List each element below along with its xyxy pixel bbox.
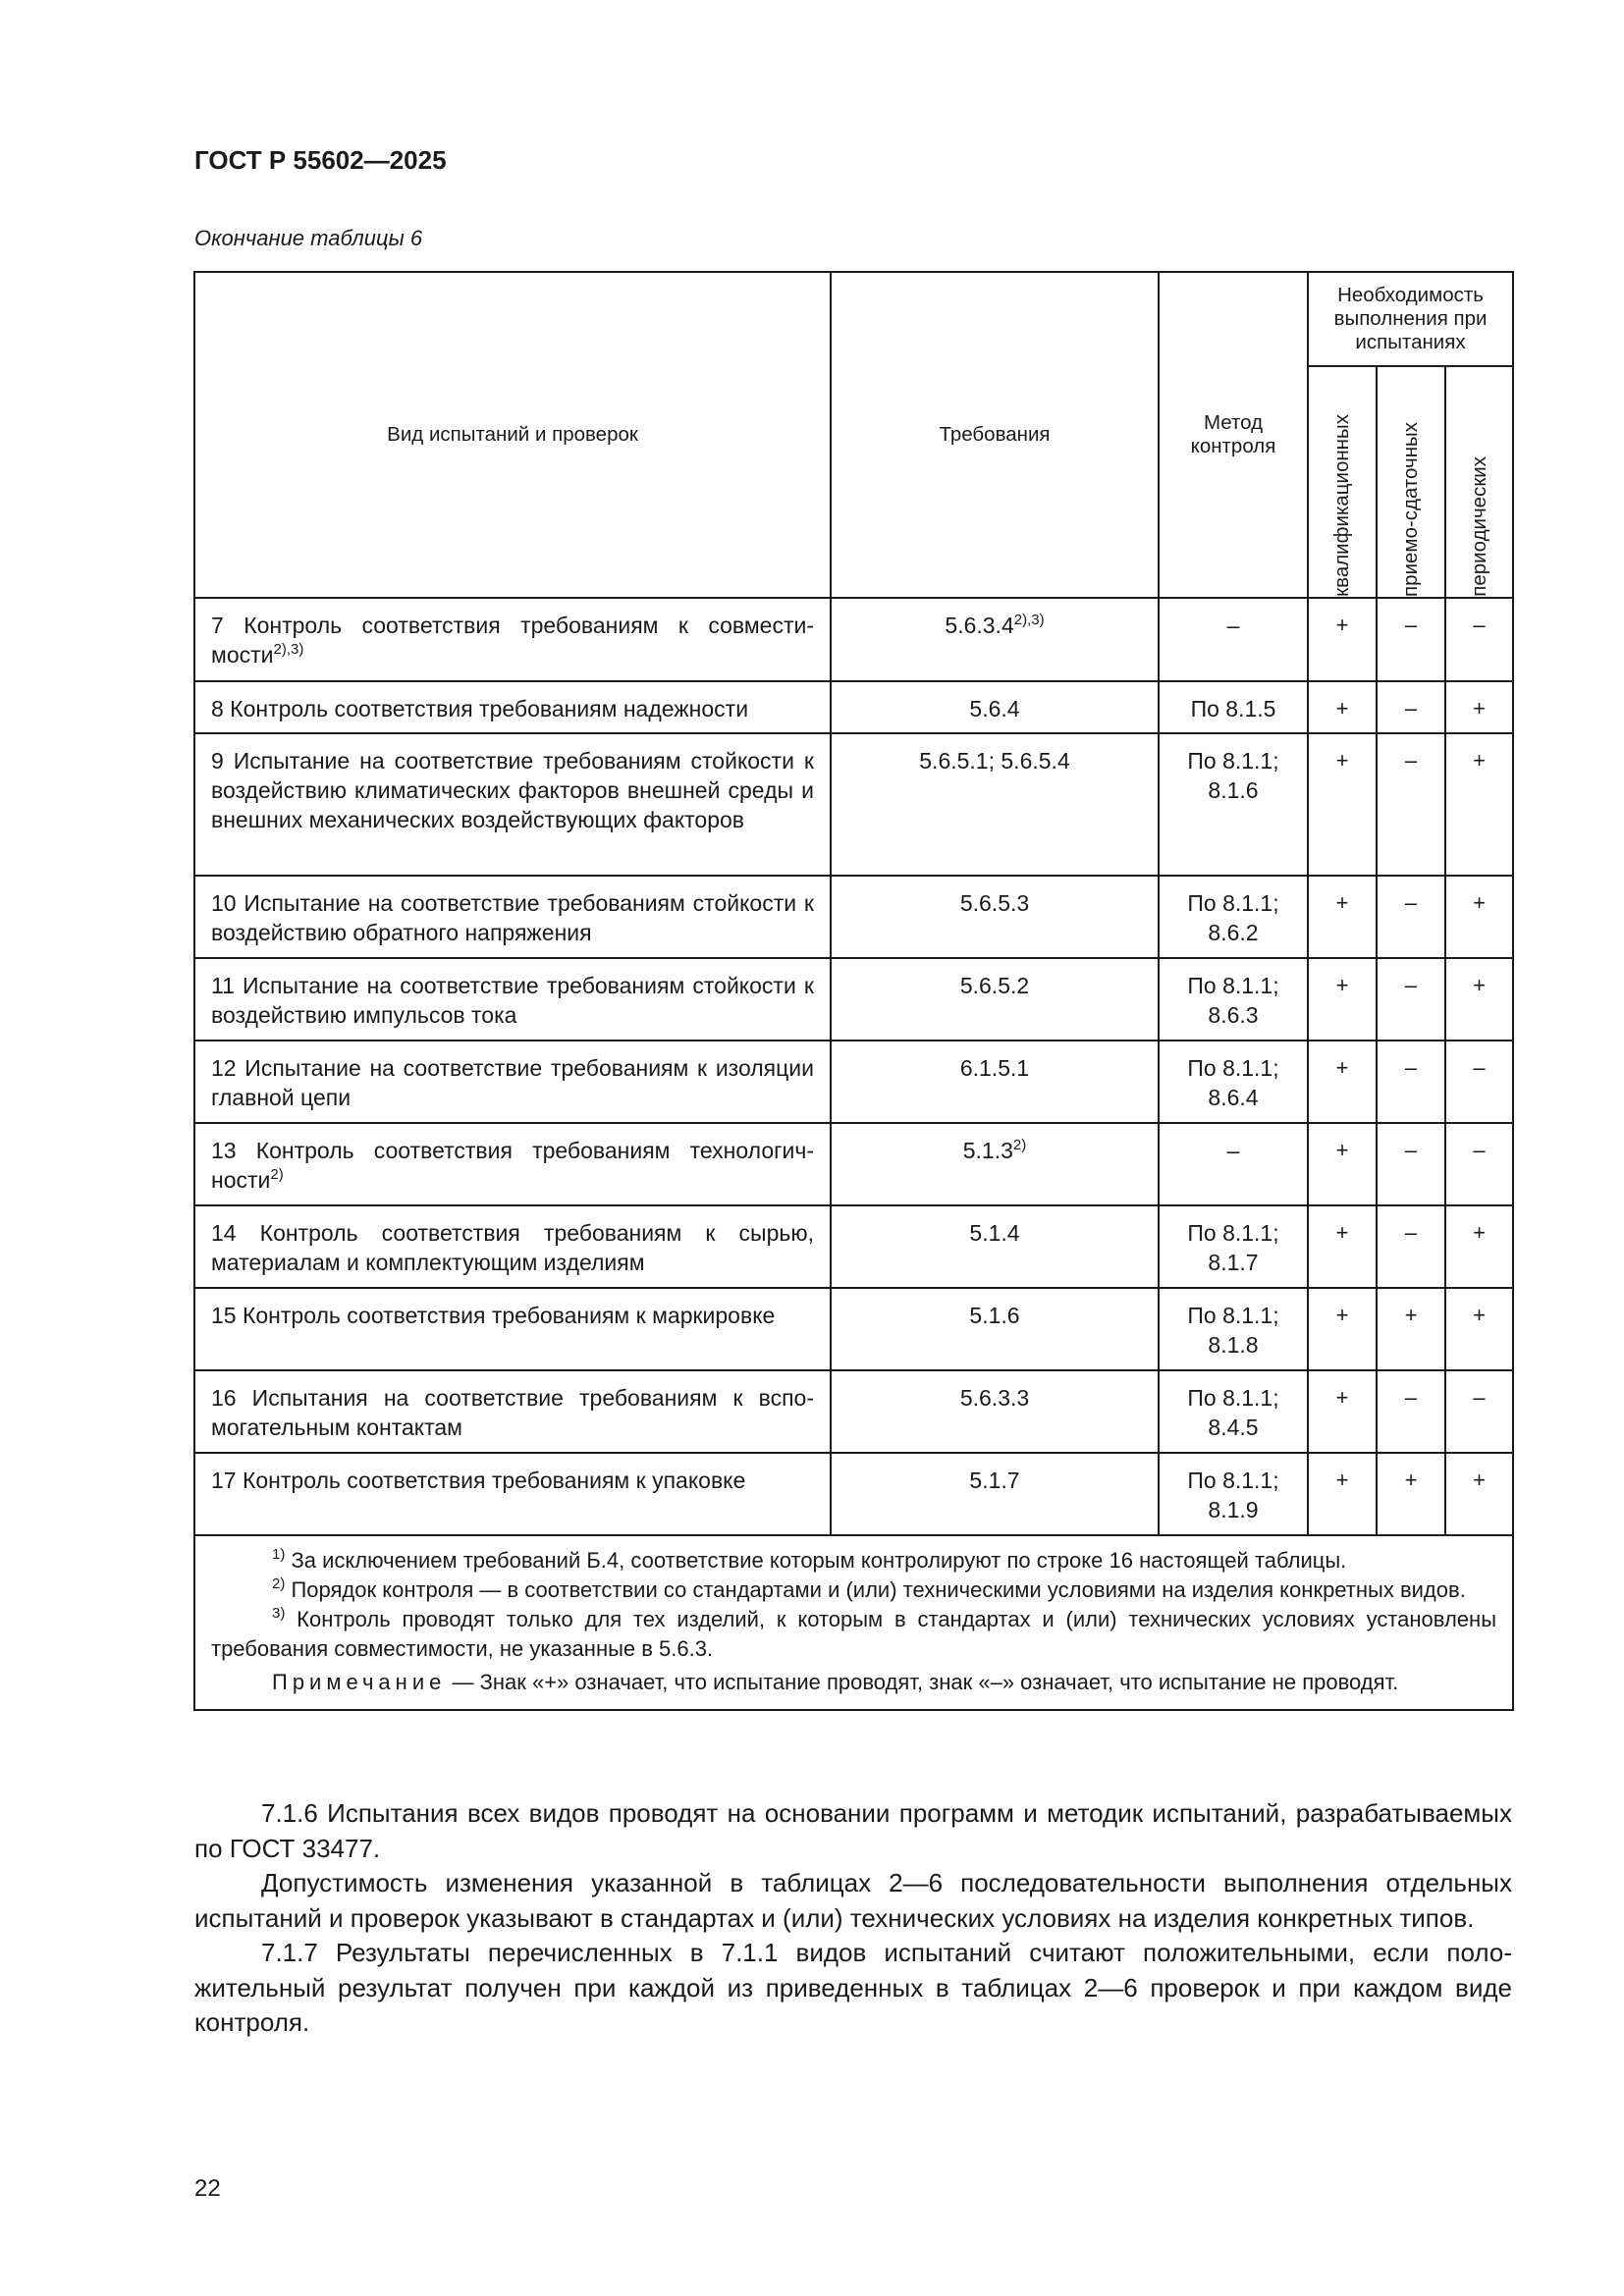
table-row [194, 733, 1513, 876]
test-name-cell: 9 Испытание на соответствие требованиям стойкости к воздействию климатических факторов внешней среды и внешних механических воздействующих факторов [194, 733, 831, 876]
method-cell: По 8.1.5 [1159, 681, 1308, 733]
col-header-method-text: Метод контроля [1190, 411, 1276, 457]
periodic-mark: – [1445, 1370, 1513, 1453]
col-header-qualification-text: квалификационных [1330, 414, 1353, 597]
periodic-mark: + [1445, 1288, 1513, 1370]
col-header-method [1159, 272, 1308, 598]
periodic-mark: + [1445, 876, 1513, 958]
acceptance-mark: – [1377, 598, 1445, 681]
qualification-mark: + [1308, 1288, 1377, 1370]
footnote-2: $^{2)}$ Порядок контроля — в соответствии со стандартами и (или) техническими условиями на изделия конкретных видов. [272, 1575, 1466, 1602]
method-cell: – [1159, 1123, 1308, 1205]
requirements-cell: 5.6.5.2 [831, 958, 1159, 1041]
method-cell: По 8.1.1; 8.1.8 [1159, 1288, 1308, 1370]
paragraph-7-1-7: 7.1.7 Результаты перечисленных в 7.1.1 видов испытаний считают положительными, если положительный результат получен при каждой из приведенных в таблицах 2—6 проверок и при каждом виде контроля. [194, 1938, 1512, 2037]
test-name-cell: 13 Контроль соответствия требованиям технологичности$^{2)}$ [194, 1123, 831, 1205]
test-name-cell: 12 Испытание на соответствие требованиям к изоляции главной цепи [194, 1041, 831, 1123]
method-cell: По 8.1.1; 8.1.6 [1159, 733, 1308, 876]
acceptance-mark: – [1377, 876, 1445, 958]
page-number: 22 [194, 2175, 221, 2202]
qualification-mark: + [1308, 1453, 1377, 1535]
table-row [194, 681, 1513, 733]
requirements-cell: 5.1.3$^{2)}$ [831, 1123, 1159, 1205]
method-cell: – [1159, 598, 1308, 681]
periodic-mark: + [1445, 681, 1513, 733]
requirements-cell: 5.6.3.3 [831, 1370, 1159, 1453]
col-header-necessity [1308, 272, 1513, 366]
table-row [194, 1041, 1513, 1123]
periodic-mark: – [1445, 598, 1513, 681]
test-name-cell: 14 Контроль соответствия требованиям к сырью, материалам и комплектующим изделиям [194, 1205, 831, 1288]
table-row [194, 1205, 1513, 1288]
acceptance-mark: – [1377, 733, 1445, 876]
periodic-mark: – [1445, 1123, 1513, 1205]
method-cell: По 8.1.1; 8.4.5 [1159, 1370, 1308, 1453]
footnote-3: $^{3)}$ Контроль проводят только для тех изделий, к которым в стандартах и (или) технических условиях установлены требования совместимости, не указанные в 5.6.3. [211, 1605, 1497, 1661]
table-row [194, 958, 1513, 1041]
qualification-mark: + [1308, 1123, 1377, 1205]
qualification-mark: + [1308, 733, 1377, 876]
qualification-mark: + [1308, 1041, 1377, 1123]
table-row [194, 1370, 1513, 1453]
table-row [194, 1288, 1513, 1370]
col-header-test-type: Вид испытаний и проверок [194, 272, 831, 598]
periodic-mark: + [1445, 1205, 1513, 1288]
method-cell: По 8.1.1; 8.1.9 [1159, 1453, 1308, 1535]
periodic-mark: + [1445, 1453, 1513, 1535]
test-name-cell: 11 Испытание на соответствие требованиям стойкости к воздействию импульсов тока [194, 958, 831, 1041]
requirements-cell: 5.6.5.1; 5.6.5.4 [831, 733, 1159, 876]
method-cell: По 8.1.1; 8.6.3 [1159, 958, 1308, 1041]
test-name-cell: 8 Контроль соответствия требованиям надежности [194, 681, 831, 733]
col-header-acceptance-text: приемо-сдаточных [1399, 422, 1422, 597]
col-header-qualification [1308, 366, 1377, 598]
paragraph-7-1-6: 7.1.6 Испытания всех видов проводят на основании программ и методик испытаний, разрабатываемых по ГОСТ 33477. [194, 1798, 1512, 1863]
qualification-mark: + [1308, 598, 1377, 681]
requirements-cell: 6.1.5.1 [831, 1041, 1159, 1123]
notes-row [194, 1535, 1513, 1710]
col-header-periodic-text: периодических [1467, 456, 1490, 597]
requirements-cell: 5.1.4 [831, 1205, 1159, 1288]
test-name-cell: 15 Контроль соответствия требованиям к маркировке [194, 1288, 831, 1370]
periodic-mark: + [1445, 733, 1513, 876]
table-row [194, 598, 1513, 681]
test-name-cell: 16 Испытания на соответствие требованиям к вспомогательным контактам [194, 1370, 831, 1453]
acceptance-mark: – [1377, 1123, 1445, 1205]
acceptance-mark: – [1377, 681, 1445, 733]
table-caption: Окончание таблицы 6 [194, 226, 423, 250]
qualification-mark: + [1308, 681, 1377, 733]
tests-table [193, 271, 1514, 1711]
requirements-cell: 5.1.6 [831, 1288, 1159, 1370]
requirements-cell: $5.6.3.4^{2),3)}$ [831, 598, 1159, 681]
acceptance-mark: – [1377, 958, 1445, 1041]
col-header-necessity-text: Необходимость выполнения при испытаниях [1333, 284, 1488, 353]
test-name-cell: 7 Контроль соответствия требованиям к совместимости$^{2),3)}$ [194, 598, 831, 681]
test-name-cell: 10 Испытание на соответствие требованиям стойкости к воздействию обратного напряжения [194, 876, 831, 958]
paragraph-permissibility: Допустимость изменения указанной в таблицах 2—6 последовательности выполнения отдельных испытаний и проверок указывают в стандартах и (или) технических условиях на изделия конкретных типов. [194, 1868, 1512, 1933]
table-notes [194, 1535, 1513, 1710]
requirements-cell: 5.6.4 [831, 681, 1159, 733]
footnote-1: $^{1)}$ За исключением требований Б.4, соответствие которым контролируют по строке 16 настоящей таблицы. [272, 1546, 1347, 1573]
requirements-cell: 5.1.7 [831, 1453, 1159, 1535]
method-cell: По 8.1.1; 8.6.4 [1159, 1041, 1308, 1123]
body-text [194, 1796, 1512, 2041]
acceptance-mark: – [1377, 1205, 1445, 1288]
periodic-mark: + [1445, 958, 1513, 1041]
acceptance-mark: + [1377, 1288, 1445, 1370]
qualification-mark: + [1308, 1205, 1377, 1288]
periodic-mark: – [1445, 1041, 1513, 1123]
test-name-cell: 17 Контроль соответствия требованиям к упаковке [194, 1453, 831, 1535]
qualification-mark: + [1308, 1370, 1377, 1453]
standard-designation: ГОСТ Р 55602—2025 [194, 145, 447, 175]
table-row [194, 1123, 1513, 1205]
acceptance-mark: – [1377, 1370, 1445, 1453]
table-row [194, 876, 1513, 958]
acceptance-mark: + [1377, 1453, 1445, 1535]
table-row [194, 1453, 1513, 1535]
col-header-acceptance [1377, 366, 1445, 598]
qualification-mark: + [1308, 958, 1377, 1041]
acceptance-mark: – [1377, 1041, 1445, 1123]
note-label: Примечание [272, 1670, 447, 1694]
qualification-mark: + [1308, 876, 1377, 958]
col-header-periodic [1445, 366, 1513, 598]
note-text: — Знак «+» означает, что испытание проводят, знак «–» означает, что испытание не проводят. [446, 1670, 1399, 1694]
method-cell: По 8.1.1; 8.1.7 [1159, 1205, 1308, 1288]
method-cell: По 8.1.1; 8.6.2 [1159, 876, 1308, 958]
table-note [211, 1668, 1496, 1697]
col-header-requirements: Требования [831, 272, 1159, 598]
requirements-cell: 5.6.5.3 [831, 876, 1159, 958]
